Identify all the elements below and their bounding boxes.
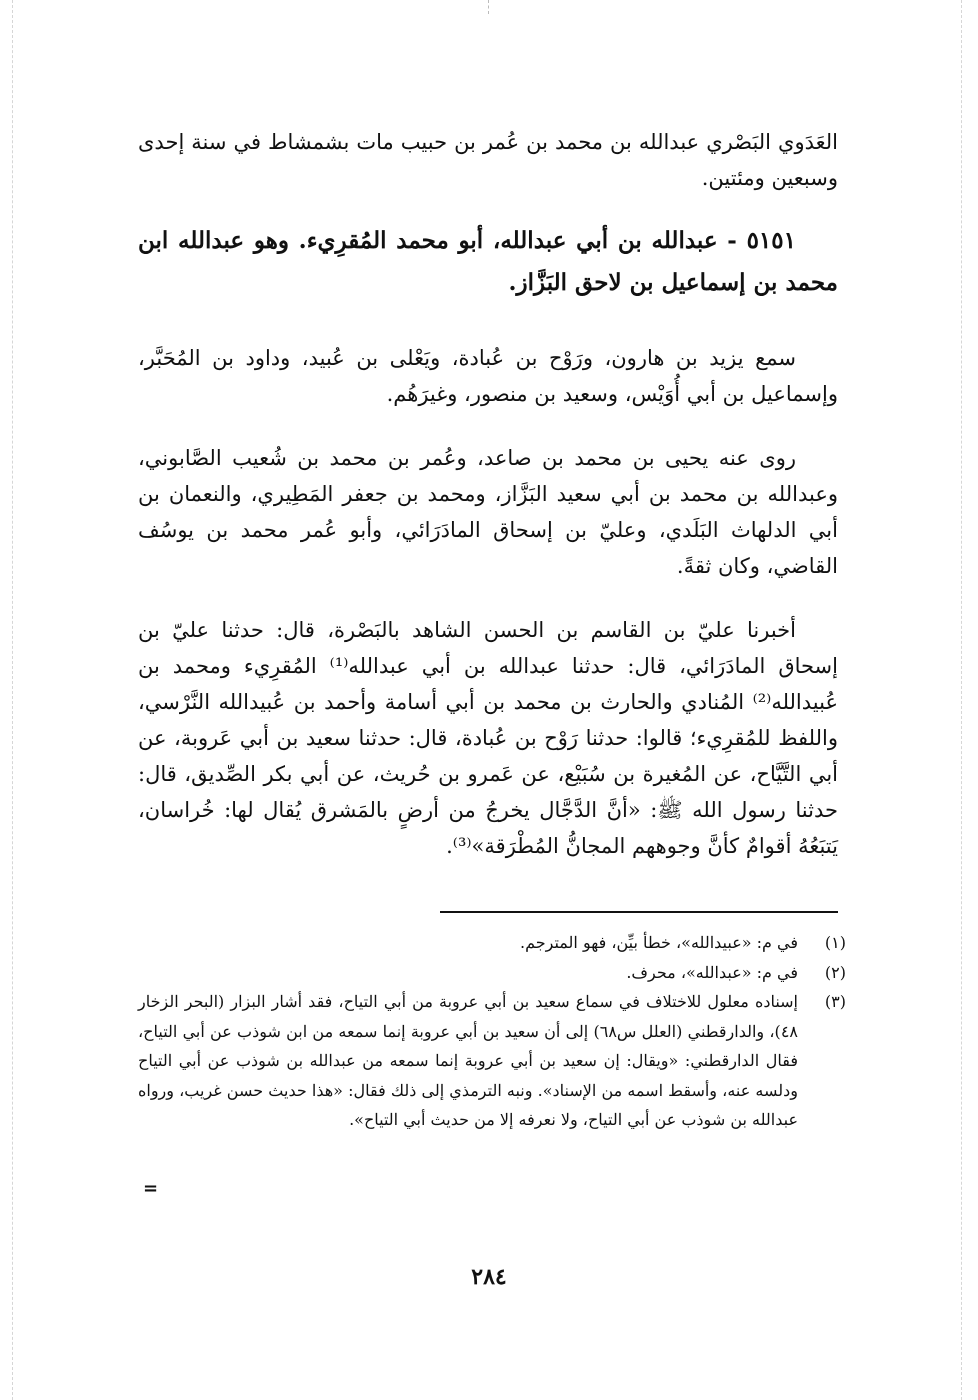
- footnote-number: (١): [824, 933, 846, 952]
- page-number: ٢٨٤: [471, 1264, 507, 1290]
- hadith-paragraph-block: [138, 612, 838, 864]
- footnote-text: في م: «عبيدالله»، خطأ بيِّن، فهو المترجم.: [520, 933, 798, 952]
- footnote-text: إسناده معلول للاختلاف في سماع سعيد بن أبي عروبة من أبي التياح، فقد أشار البزار (البحر الزخار ٤٨)، والدارقطني (العلل س٦٨) إلى أن سعيد بن أبي عروبة إنما سمعه من ابن شوذب عن أبي التياح، فقال الدارقطني: «ويقال: إن سعيد بن أبي عروبة إنما سمعه من عبدالله بن شوذب عن أبي التياح ودلسه عنه، وأسقط اسمه من الإسناد». ونبه الترمذي إلى ذلك فقال: «هذا حديث حسن غريب، ورواه عبدالله بن شوذب عن أبي التياح، ولا نعرفه إلا من حديث أبي التياح».: [138, 992, 798, 1129]
- continuation-mark: =: [143, 1178, 159, 1199]
- footnote-1: [138, 928, 846, 958]
- teachers-paragraph-block: [138, 340, 838, 412]
- entry-heading-block: [138, 220, 838, 304]
- footnote-separator: [440, 911, 838, 913]
- students-paragraph: روى عنه يحيى بن محمد بن صاعد، وعُمر بن محمد بن شُعيب الصَّابوني، وعبدالله بن محمد بن أبي سعيد البَزَّاز، ومحمد بن جعفر المَطِيري، والنعمان بن أبي الدلهاث البَلَدي، وعليّ بن إسحاق المادَرَائي، وأبو عُمر محمد بن يوسُف القاضي، وكان ثقةً.: [138, 446, 838, 578]
- footnote-number: (٢): [824, 962, 846, 982]
- paragraph-continuation: العَدَوي البَصْري عبدالله بن محمد بن عُمر بن حبيب مات بشمشاط في سنة إحدى وسبعين ومئتين.: [138, 130, 838, 190]
- students-paragraph-block: [138, 440, 838, 584]
- footnote-2: [138, 958, 846, 988]
- footnote-number: (٣): [824, 992, 846, 1011]
- footnote-3: [138, 987, 846, 1135]
- hadith-paragraph: أخبرنا عليّ بن القاسم بن الحسن الشاهد بالبَصْرة، قال: حدثنا عليّ بن إسحاق المادَرَائي، قال: حدثنا عبدالله بن أبي عبدالله⁽¹⁾ المُقرِيء ومحمد بن عُبيدالله⁽²⁾ المُنادي والحارث بن محمد بن أبي أسامة وأحمد بن عُبيدالله النَّرْسي، واللفظ للمُقرِيء؛ قالوا: حدثنا رَوْح بن عُبادة، قال: حدثنا سعيد بن أبي عَروبة، عن أبي التَّيَّاح، عن المُغيرة بن سُبَيْع، عن عَمرو بن حُريث، عن أبي بكر الصِّديق، قال: حدثنا رسول الله ﷺ: «أنَّ الدَّجَّال يخرجُ من أرضٍ بالمَشرق يُقال لها: خُراسان، يَتبَعُهُ أقوامٌ كأنَّ وجوههم المجانُّ المُطْرَقة»⁽³⁾.: [138, 618, 838, 858]
- page-top-mark: [488, 0, 490, 14]
- main-text: [138, 124, 838, 196]
- teachers-paragraph: سمع يزيد بن هارون، ورَوْح بن عُبادة، ويَعْلى بن عُبيد، وداود بن المُحَبَّر، وإسماعيل بن أبي أُوَيْس، وسعيد بن منصور، وغيرَهُم.: [138, 346, 838, 406]
- footnotes: [138, 928, 846, 1135]
- footnote-text: في م: «عبدالله»، محرف.: [626, 962, 798, 982]
- entry-heading: ٥١٥١ - عبدالله بن أبي عبدالله، أبو محمد المُقرِيء. وهو عبدالله ابن محمد بن إسماعيل بن لاحق البَزَّاز.: [138, 227, 838, 296]
